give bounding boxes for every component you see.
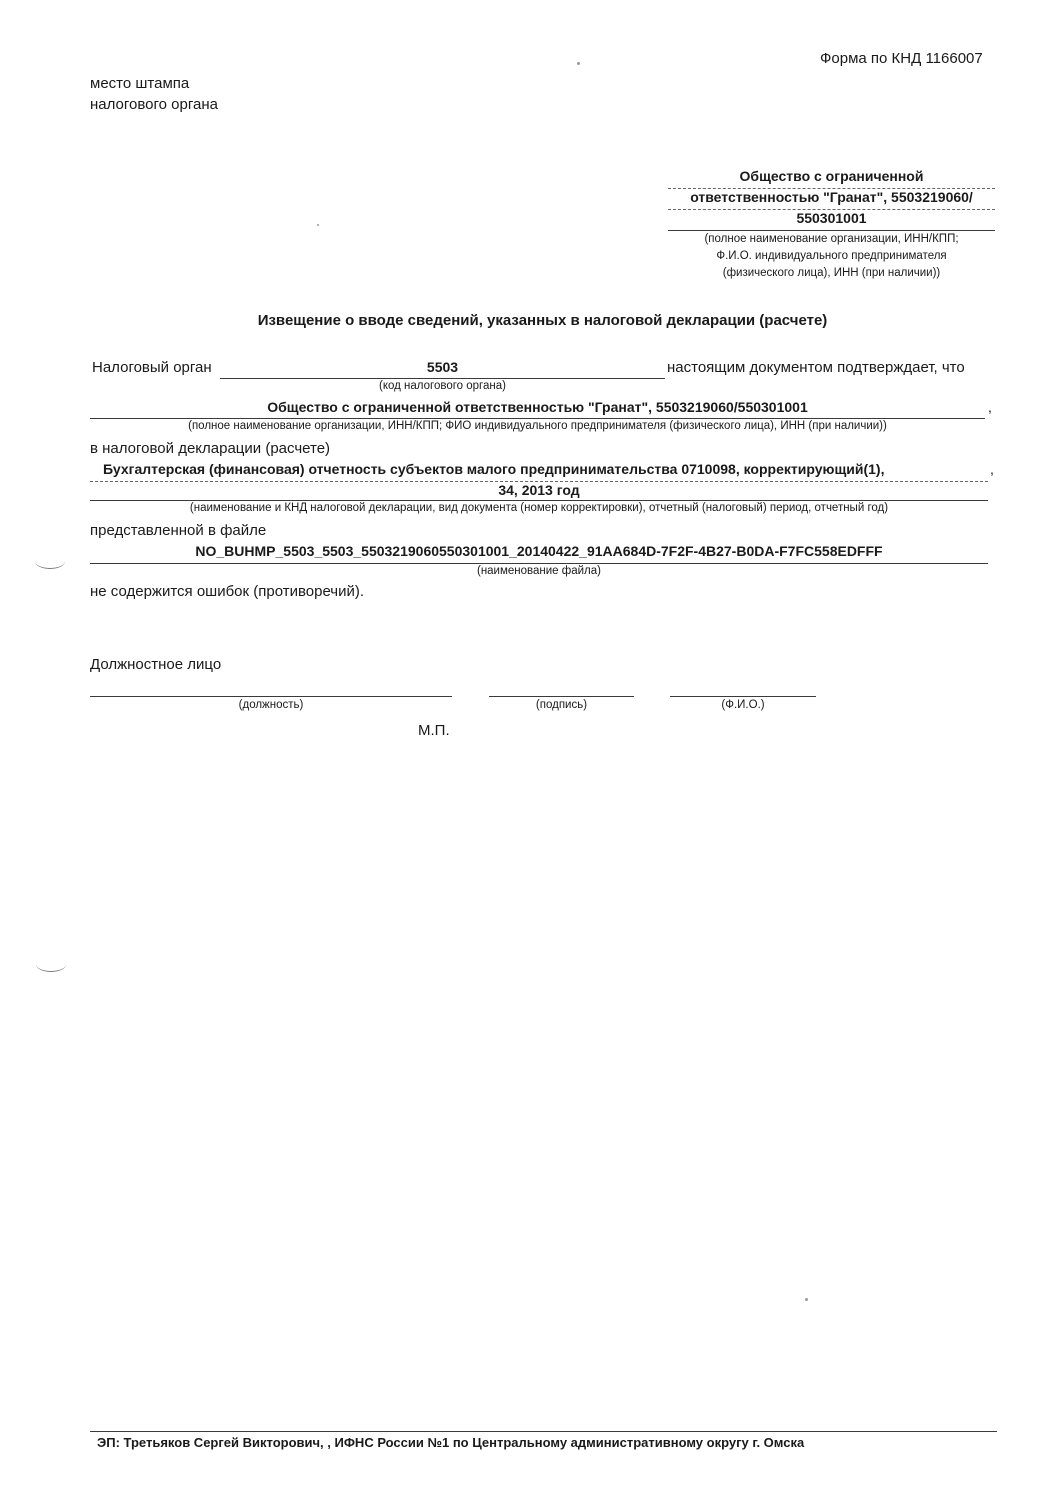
scan-speck bbox=[805, 1298, 808, 1301]
tax-authority-code: 5503 bbox=[426, 359, 459, 375]
recipient-caption1: (полное наименование организации, ИНН/КПП; bbox=[704, 233, 959, 245]
organization-comma: , bbox=[988, 399, 992, 415]
recipient-caption3: (физического лица), ИНН (при наличии)) bbox=[722, 267, 941, 279]
declaration-caption: (наименование и КНД налоговой декларации, вид документа (номер корректировки), отчетный (налоговый) период, отчетный год) bbox=[189, 502, 889, 514]
confirms-text: настоящим документом подтверждает, что bbox=[667, 359, 965, 376]
signature-caption: (подпись) bbox=[535, 699, 588, 711]
recipient-line3: 550301001 bbox=[796, 210, 867, 226]
name-line bbox=[670, 696, 816, 697]
declaration-comma: , bbox=[990, 461, 994, 477]
recipient-line1: Общество с ограниченной bbox=[739, 168, 924, 184]
file-name-underline bbox=[90, 563, 988, 564]
recipient-line2: ответственностью "Гранат", 5503219060/ bbox=[690, 189, 973, 205]
presented-in-file-text: представленной в файле bbox=[90, 522, 267, 539]
punch-hole-mark-bottom bbox=[36, 957, 66, 972]
signature-line bbox=[489, 696, 634, 697]
organization-caption: (полное наименование организации, ИНН/КПП; ФИО индивидуального предпринимателя (физического лица), ИНН (при наличии)) bbox=[188, 420, 887, 432]
scan-speck bbox=[577, 62, 580, 65]
seal-label: М.П. bbox=[418, 722, 450, 739]
stamp-place-line2: налогового органа bbox=[90, 96, 218, 113]
footer-rule bbox=[90, 1431, 997, 1432]
tax-authority-code-caption: (код налогового органа) bbox=[379, 380, 506, 392]
file-name-caption: (наименование файла) bbox=[476, 565, 601, 577]
recipient-caption2: Ф.И.О. индивидуального предпринимателя bbox=[716, 250, 947, 262]
in-declaration-text: в налоговой декларации (расчете) bbox=[90, 440, 331, 457]
file-name: NO_BUHMP_5503_5503_5503219060550301001_20140422_91AA684D-7F2F-4B27-B0DA-F7FC558EDFFF bbox=[195, 543, 883, 559]
official-label: Должностное лицо bbox=[90, 656, 222, 673]
document-title: Извещение о вводе сведений, указанных в налоговой декларации (расчете) bbox=[257, 312, 828, 329]
position-caption: (должность) bbox=[238, 699, 304, 711]
name-caption: (Ф.И.О.) bbox=[721, 699, 765, 711]
tax-authority-label: Налоговый орган bbox=[92, 359, 212, 376]
organization-name: Общество с ограниченной ответственностью "Гранат", 5503219060/550301001 bbox=[267, 399, 808, 415]
punch-hole-mark-top bbox=[35, 554, 65, 569]
form-code: Форма по КНД 1166007 bbox=[820, 50, 983, 67]
organization-underline bbox=[90, 418, 985, 419]
declaration-line2: 34, 2013 год bbox=[498, 482, 580, 498]
declaration-line1: Бухгалтерская (финансовая) отчетность субъектов малого предпринимательства 0710098, корректирующий(1), bbox=[103, 461, 885, 477]
scan-speck bbox=[317, 224, 319, 226]
declaration-underline2 bbox=[90, 500, 988, 501]
recipient-underline3 bbox=[668, 230, 995, 231]
position-line bbox=[90, 696, 452, 697]
e-signature-footer: ЭП: Третьяков Сергей Викторович, , ИФНС России №1 по Центральному административному округу г. Омска bbox=[97, 1435, 805, 1450]
stamp-place-line1: место штампа bbox=[90, 75, 190, 92]
no-errors-text: не содержится ошибок (противоречий). bbox=[90, 583, 365, 600]
tax-authority-code-underline bbox=[220, 378, 665, 379]
